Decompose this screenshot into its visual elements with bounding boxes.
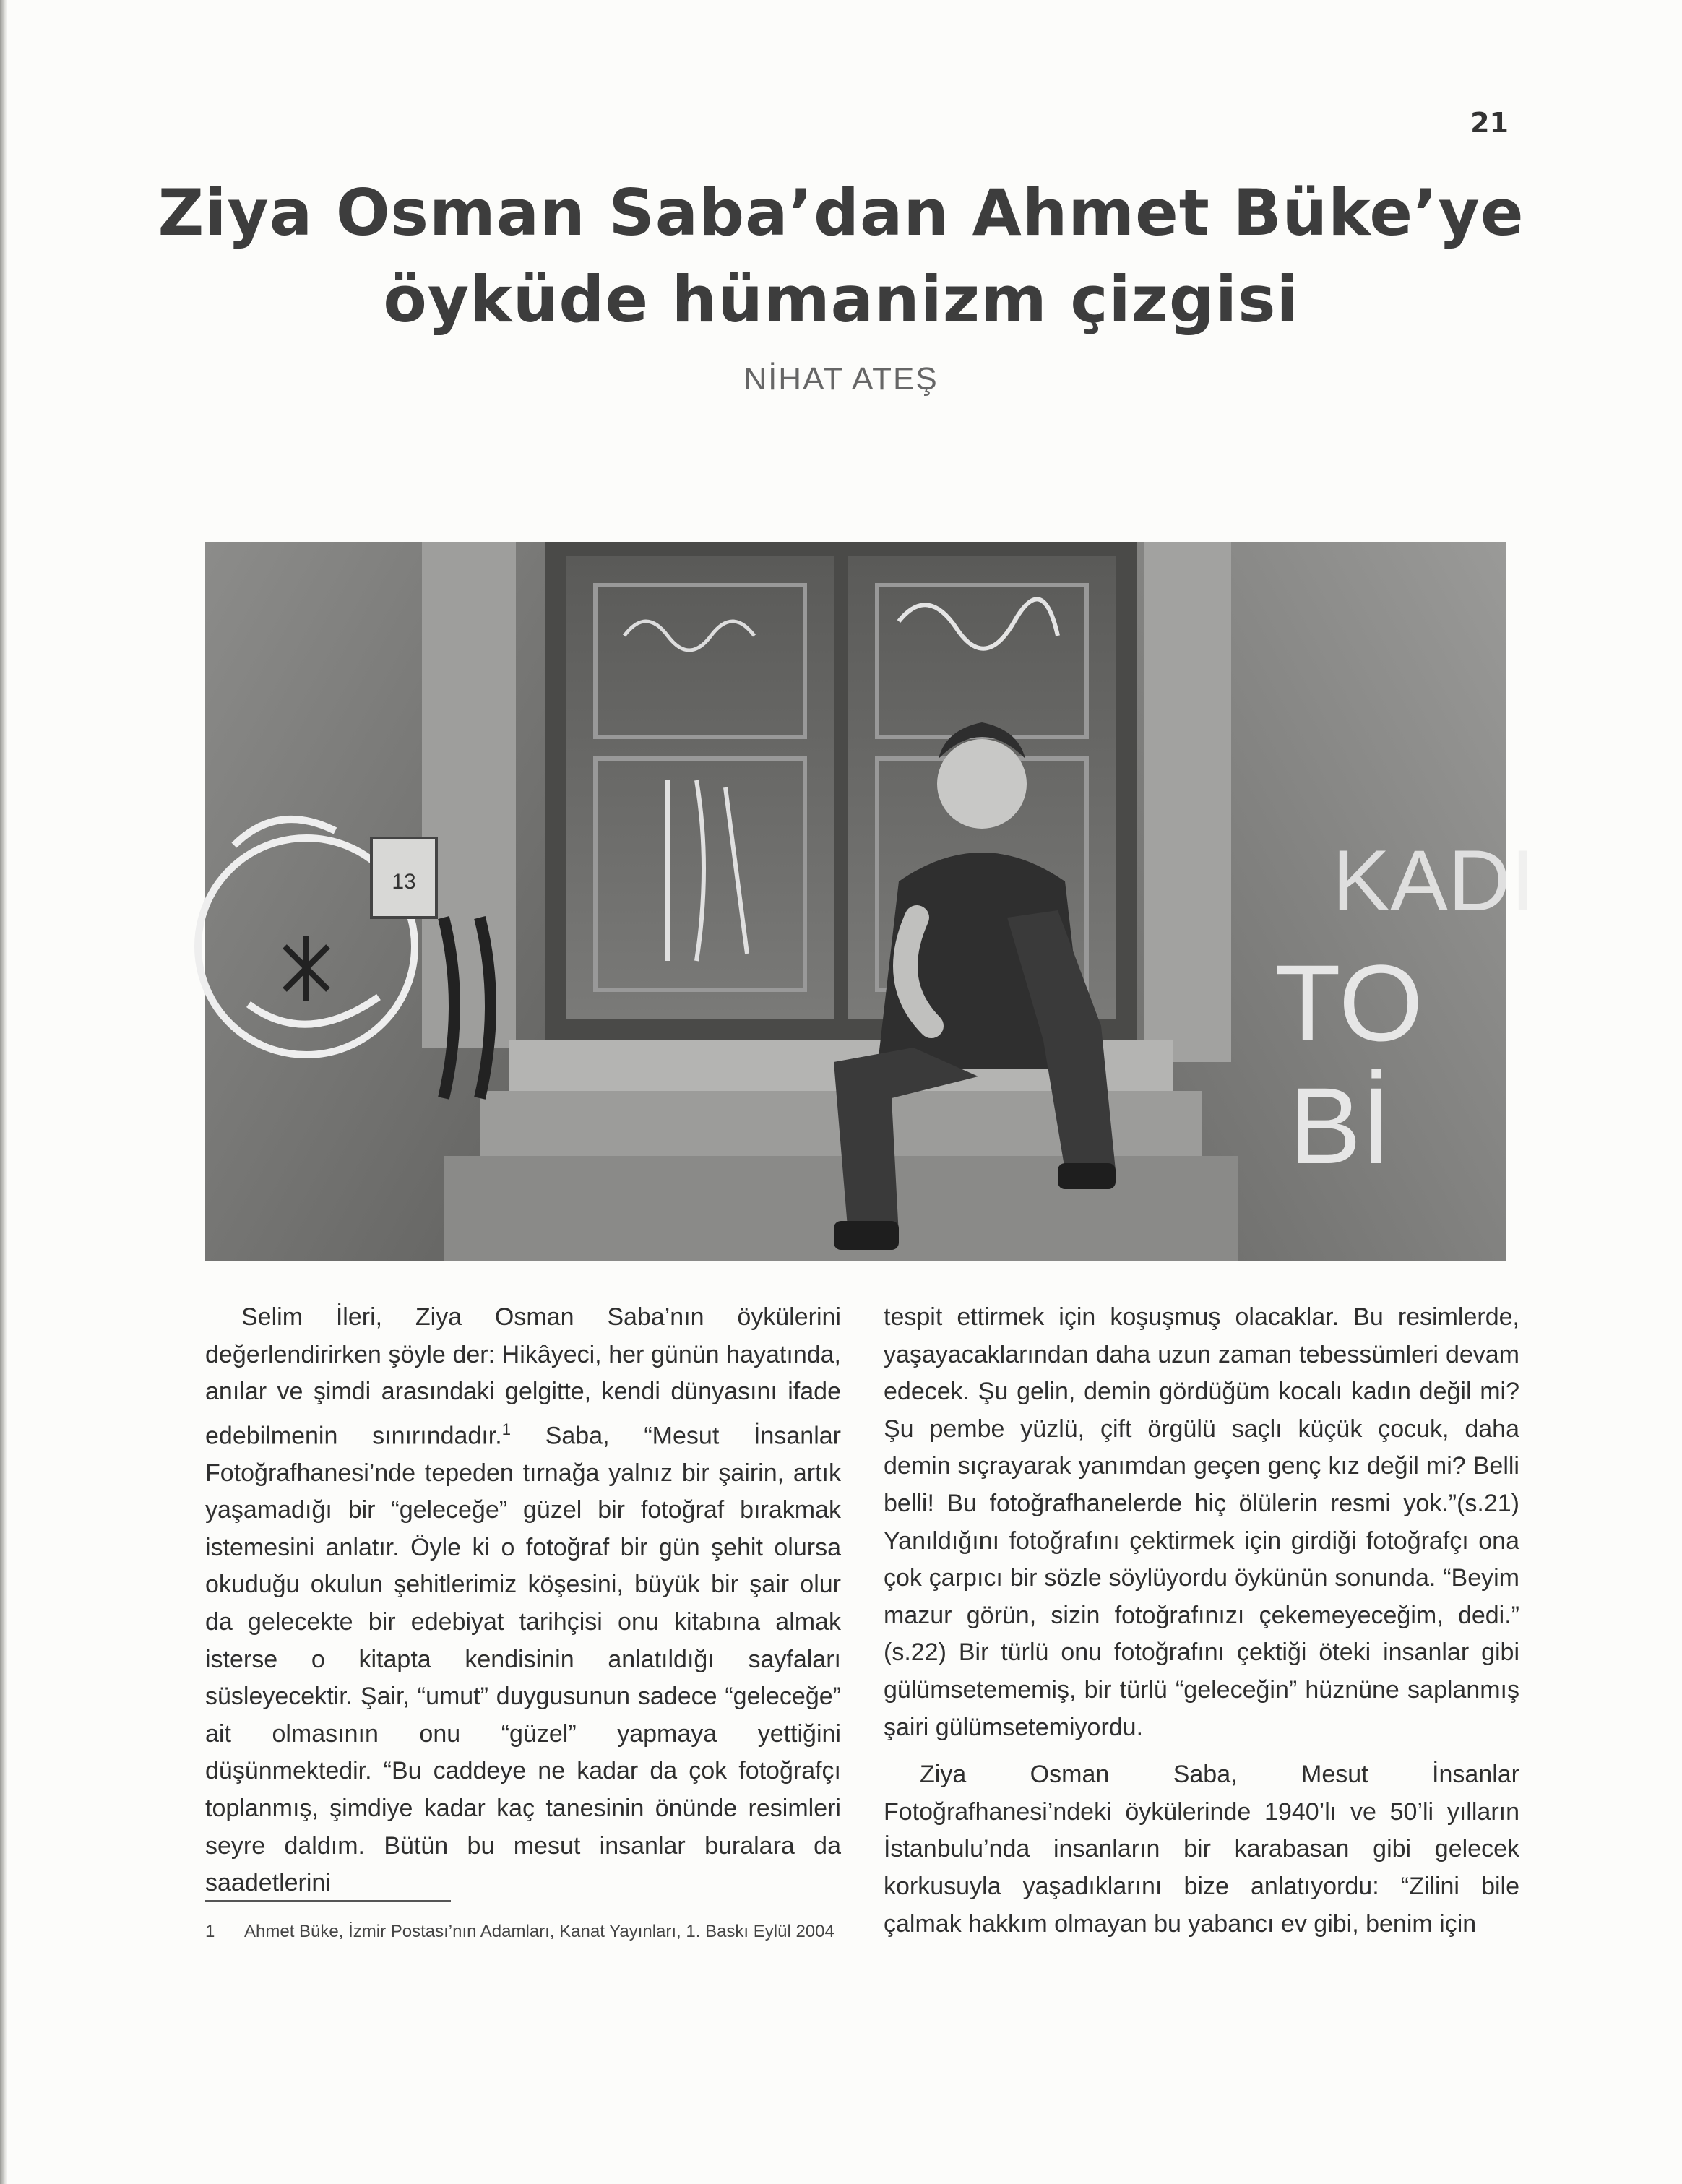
page-number: 21 xyxy=(1470,107,1509,139)
body-column-right xyxy=(884,1299,1519,1943)
footnote-number: 1 xyxy=(205,1922,215,1941)
article-title xyxy=(0,170,1682,343)
article-title-line-2: öyküde hümanizm çizgisi xyxy=(383,262,1299,337)
body-paragraph: tespit ettirmek için koşuşmuş olacaklar. Bu resimlerde, yaşayacaklarından daha uzun zaman tebessümleri devam edecek. Şu gelin, demin gördüğüm kocalı kadın değil mi? Şu pembe yüzlü, çift örgülü saçlı küçük çocuk, daha demin sıçrayarak yanımdan geçen genç kız değil mi? Belli belli! Bu fotoğrafhanelerde hiç ölülerin resmi yok.”(s.21) Yanıldığını fotoğrafını çektirmek için girdiği fotoğrafçı ona çok çarpıcı bir sözle söylüyordu öykünün sonunda. “Beyim mazur görün, sizin fotoğrafınızı çekemeyeceğim, dedi.” (s.22) Bir türlü onu fotoğrafını çektiği öteki insanlar gibi gülümsetememiş, bir türlü “geleceğin” hüznüne saplanmış şairi gülümsetemiyordu. xyxy=(884,1303,1519,1741)
footnote-reference[interactable]: 1 xyxy=(501,1420,511,1438)
body-paragraph: Ziya Osman Saba, Mesut İnsanlar Fotoğrafhanesi’ndeki öykülerinde 1940’lı ve 50’li yılların İstanbulu’nda insanların bir karabasan gibi gelecek korkusuyla yaşadıklarını bize anlatıyordu: “Zilini bile çalmak hakkım olmayan bu yabancı ev gibi, benim için xyxy=(884,1761,1519,1938)
footnote xyxy=(205,1918,841,1946)
body-column-left xyxy=(205,1299,841,1902)
article-title-line-1: Ziya Osman Saba’dan Ahmet Büke’ye xyxy=(158,176,1524,250)
wall-graffiti-2: TO xyxy=(1275,942,1423,1063)
photo-illustration xyxy=(205,542,1535,1261)
footnote-text: Ahmet Büke, İzmir Postası’nın Adamları, Kanat Yayınları, 1. Baskı Eylül 2004 xyxy=(244,1922,834,1941)
wall-graffiti-1: KADI xyxy=(1332,832,1535,929)
body-paragraph: Selim İleri, Ziya Osman Saba’nın öykülerini değerlendirirken şöyle der: Hikâyeci, her günün hayatında, anılar ve şimdi arasındaki gelgitte, kendi dünyasını ifade edebilmenin sınırındadır.$^1$ Saba, “Mesut İnsanlar Fotoğrafhanesi’nde tepeden tırnağa yalnız bir şairin, artık yaşamadığı bir “geleceğe” güzel bir fotoğraf bırakmak istemesini anlatır. Öyle ki o fotoğraf bir gün şehit olursa okuduğu okulun şehitlerimiz köşesini, büyük bir şair olur da gelecekte bir edebiyat tarihçisi onu kitabına almak isterse o kitapta kendisinin anlatıldığı sayfaları süsleyecektir. Şair, “umut” duygusunun sadece “geleceğe” ait olmasının onu “güzel” yapmaya yettiğini düşünmektedir. “Bu caddeye ne kadar da çok fotoğrafçı toplanmış, şimdiye kadar kaç tanesinin önünde resimleri seyre daldım. Bütün bu mesut insanlar buralara da saadetlerini xyxy=(205,1303,842,1897)
footnote-divider xyxy=(205,1900,451,1902)
article-photo xyxy=(205,542,1535,1261)
article-author: NİHAT ATEŞ xyxy=(743,361,939,397)
plaque-text: 13 xyxy=(392,870,416,894)
wall-graffiti-3: Bİ xyxy=(1289,1065,1392,1186)
